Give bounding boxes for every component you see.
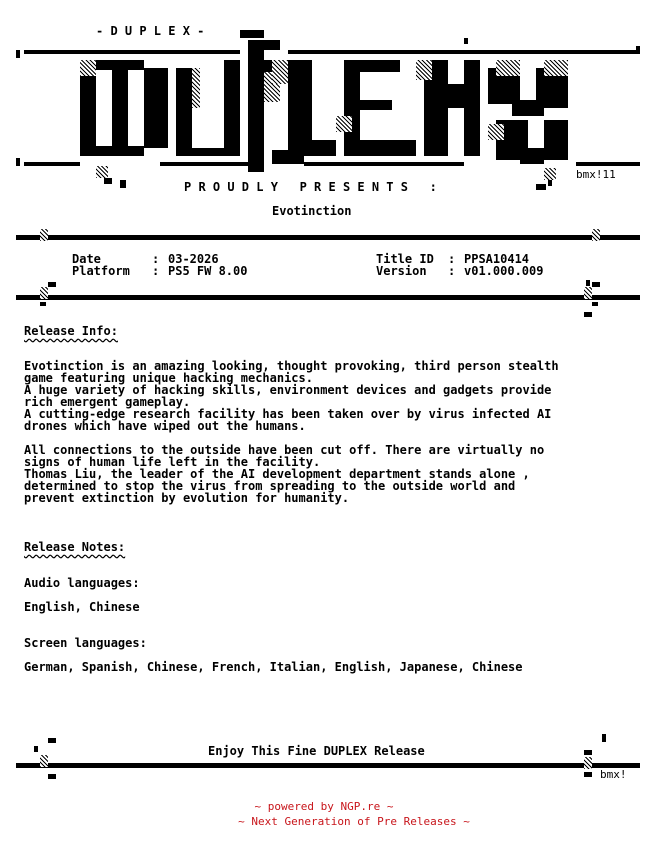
- divider-mid: [16, 295, 640, 300]
- enjoy-message: Enjoy This Fine DUPLEX Release: [208, 744, 425, 758]
- divider-block: [584, 750, 592, 755]
- divider-block: [602, 734, 606, 742]
- version-sep: :: [448, 264, 456, 278]
- group-name: - D U P L E X -: [96, 24, 205, 38]
- platform-label: Platform: [72, 264, 130, 278]
- divider-block: [586, 280, 590, 286]
- divider-block: [48, 774, 56, 779]
- divider-block: [48, 282, 56, 287]
- divider-block: [584, 312, 592, 317]
- divider-hatch: [40, 755, 48, 767]
- divider-hatch: [584, 287, 592, 299]
- game-title: Evotinction: [272, 204, 352, 218]
- powered-by-link[interactable]: ~ powered by NGP.re ~: [254, 800, 394, 813]
- divider-bottom: [16, 763, 640, 768]
- divider-hatch: [40, 287, 48, 299]
- version-value: v01.000.009: [464, 264, 544, 278]
- proudly-presents: P R O U D L Y P R E S E N T S :: [184, 180, 437, 194]
- screen-languages-label: Screen languages:: [24, 636, 147, 650]
- divider-hatch: [40, 229, 48, 241]
- divider-block: [592, 282, 600, 287]
- version-label: Version: [376, 264, 427, 278]
- tagline-link[interactable]: ~ Next Generation of Pre Releases ~: [238, 815, 470, 828]
- divider-hatch: [592, 229, 600, 241]
- title-id-value: PPSA10414: [464, 252, 530, 266]
- title-id-sep: :: [448, 252, 456, 266]
- divider-block: [34, 746, 38, 752]
- platform-sep: :: [152, 264, 160, 278]
- title-id-label: Title ID: [376, 252, 434, 266]
- release-info-heading: Release Info:: [24, 324, 118, 338]
- date-value: 03-2026: [168, 252, 219, 266]
- divider-hatch: [584, 757, 592, 769]
- release-info-paragraph-2: All connections to the outside have been cut off. There are virtually no signs of human life left in the facility. Thomas Liu, the leader of the AI development department stands alone , determined to stop the virus from spreading to the outside world and prevent extinction by evolution for humanity.: [24, 443, 545, 505]
- divider-block: [584, 772, 592, 777]
- divider-top: [16, 235, 640, 240]
- date-sep: :: [152, 252, 160, 266]
- divider-block: [592, 302, 598, 306]
- release-info-paragraph-1: Evotinction is an amazing looking, thought provoking, third person stealth game featuring unique hacking mechanics. A huge variety of hacking skills, environment devices and gadgets provide rich emergent gameplay. A cutting-edge research facility has been taken over by virus infected AI drones which have wiped out the humans.: [24, 359, 559, 433]
- audio-languages-label: Audio languages:: [24, 576, 140, 590]
- artist-tag: bmx!11: [576, 168, 616, 181]
- footer-artist-tag: bmx!: [600, 768, 627, 781]
- divider-block: [48, 738, 56, 743]
- screen-languages-value: German, Spanish, Chinese, French, Italian, English, Japanese, Chinese: [24, 660, 523, 674]
- release-notes-heading: Release Notes:: [24, 540, 126, 554]
- platform-value: PS5 FW 8.00: [168, 264, 248, 278]
- duplex-logo: [0, 0, 648, 200]
- date-label: Date: [72, 252, 101, 266]
- divider-block: [40, 302, 46, 306]
- audio-languages-value: English, Chinese: [24, 600, 140, 614]
